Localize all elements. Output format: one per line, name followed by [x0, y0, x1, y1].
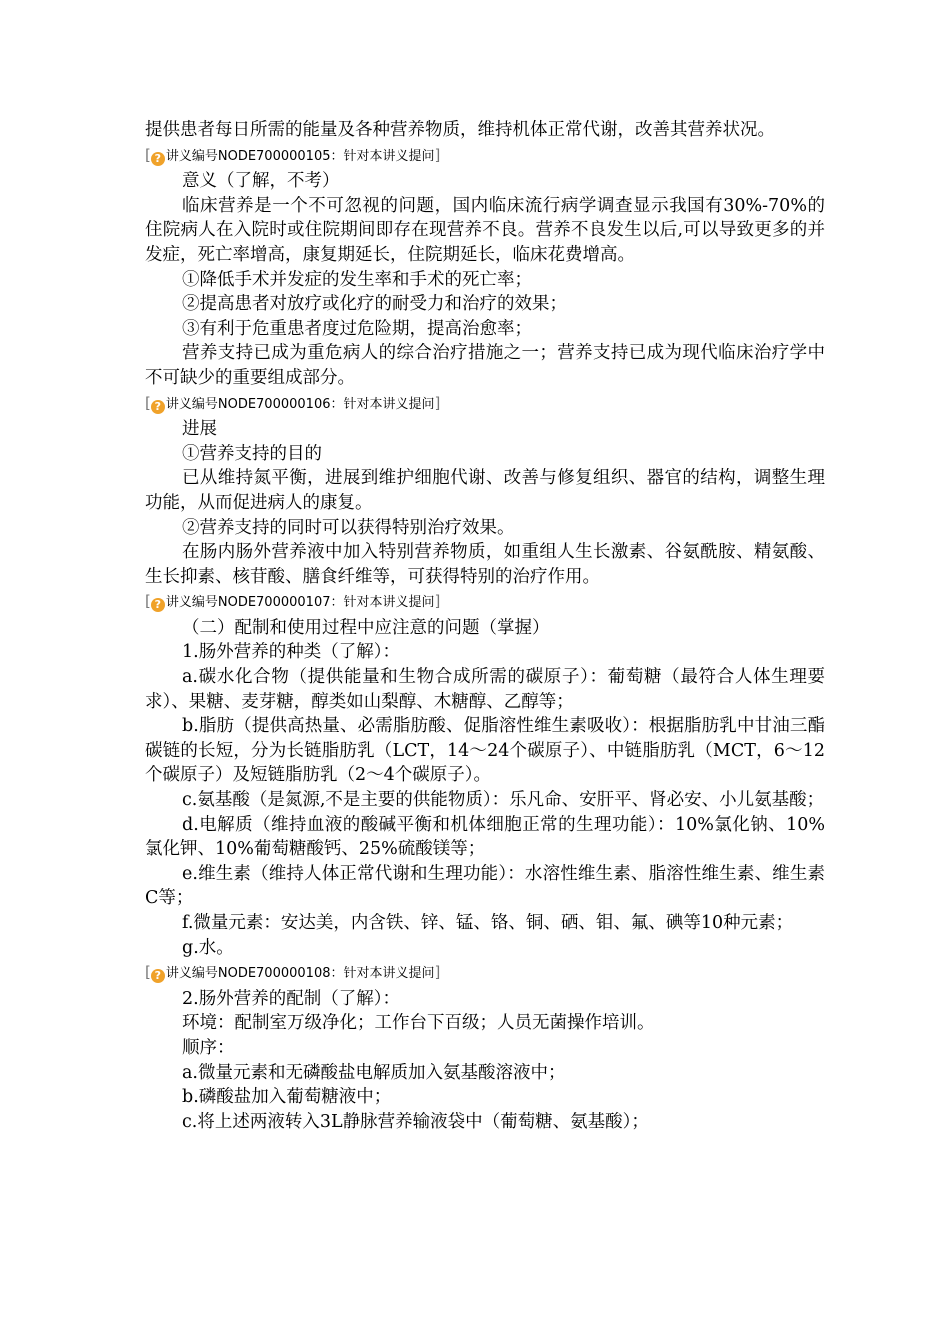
- bracket-close: ]: [434, 145, 441, 164]
- paragraph: 1.肠外营养的种类（了解）：: [182, 642, 400, 663]
- paragraph: 营养支持已成为重危病人的综合治疗措施之一；营养支持已成为现代临床治疗学中不可缺少的重要组成部分。: [145, 343, 825, 388]
- question-icon[interactable]: ?: [151, 598, 165, 612]
- separator: ：: [330, 148, 344, 164]
- paragraph: e.维生素（维持人体正常代谢和生理功能）：水溶性维生素、脂溶性维生素、维生素C等；: [145, 863, 825, 909]
- paragraph: 环境：配制室万级净化；工作台下百级；人员无菌操作培训。: [182, 1013, 655, 1034]
- paragraph: c.氨基酸（是氮源,不是主要的供能物质）：乐凡命、安肝平、肾必安、小儿氨基酸；: [182, 790, 825, 811]
- separator: ：: [330, 595, 344, 611]
- bracket-close: ]: [434, 592, 441, 611]
- paragraph: d.电解质（维持血液的酸碱平衡和机体细胞正常的生理功能）：10%氯化钠、10%氯化钾、10%葡萄糖酸钙、25%硫酸镁等；: [145, 814, 825, 860]
- paragraph: b.脂肪（提供高热量、必需脂肪酸、促脂溶性维生素吸收）：根据脂肪乳中甘油三酯碳链的长短，分为长链脂肪乳（LCT，14～24个碳原子）、中链脂肪乳（MCT，6～12个碳原子）及短链脂肪乳（2～4个碳原子）。: [145, 716, 825, 786]
- document-body: [145, 118, 825, 1134]
- ask-question-link[interactable]: 针对本讲义提问: [343, 595, 435, 611]
- lecture-ref: [145, 960, 825, 987]
- bracket-open: [: [145, 592, 151, 611]
- paragraph: ②营养支持的同时可以获得特别治疗效果。: [182, 517, 515, 538]
- paragraph: 进展: [182, 419, 217, 440]
- paragraph: a.碳水化合物（提供能量和生物合成所需的碳原子）：葡萄糖（最符合人体生理要求）、果糖、麦芽糖，醇类如山梨醇、木糖醇、乙醇等；: [145, 667, 825, 712]
- bracket-close: ]: [434, 963, 441, 982]
- bracket-close: ]: [434, 393, 441, 412]
- question-icon[interactable]: ?: [151, 152, 165, 166]
- lecture-code: 讲义编号NODE700000108: [165, 966, 331, 982]
- lecture-ref: [145, 589, 825, 616]
- paragraph: 意义（了解，不考）: [182, 171, 340, 192]
- paragraph: ①降低手术并发症的发生率和手术的死亡率；: [182, 269, 532, 290]
- paragraph: （二）配制和使用过程中应注意的问题（掌握）: [182, 617, 550, 638]
- paragraph: f.微量元素：安达美，内含铁、锌、锰、铬、铜、硒、钼、氟、碘等10种元素；: [182, 913, 794, 933]
- paragraph: b.磷酸盐加入葡萄糖液中；: [182, 1087, 392, 1108]
- separator: ：: [330, 966, 344, 982]
- paragraph: ②提高患者对放疗或化疗的耐受力和治疗的效果；: [182, 294, 567, 315]
- paragraph: 已从维持氮平衡，进展到维护细胞代谢、改善与修复组织、器官的结构，调整生理功能，从而促进病人的康复。: [145, 468, 825, 513]
- paragraph: a.微量元素和无磷酸盐电解质加入氨基酸溶液中；: [182, 1062, 566, 1083]
- paragraph: ①营养支持的目的: [182, 443, 322, 464]
- paragraph: 提供患者每日所需的能量及各种营养物质，维持机体正常代谢，改善其营养状况。: [145, 120, 775, 140]
- lecture-code: 讲义编号NODE700000106: [165, 396, 331, 412]
- paragraph: 在肠内肠外营养液中加入特别营养物质，如重组人生长激素、谷氨酰胺、精氨酸、生长抑素、核苷酸、膳食纤维等，可获得特别的治疗作用。: [145, 542, 825, 587]
- separator: ：: [330, 396, 344, 412]
- lecture-code: 讲义编号NODE700000107: [165, 595, 331, 611]
- paragraph: c.将上述两液转入3L静脉营养输液袋中（葡萄糖、氨基酸）；: [182, 1111, 649, 1132]
- bracket-open: [: [145, 145, 151, 164]
- lecture-code: 讲义编号NODE700000105: [165, 148, 331, 164]
- ask-question-link[interactable]: 针对本讲义提问: [343, 966, 435, 982]
- bracket-open: [: [145, 963, 151, 982]
- paragraph: g.水。: [182, 937, 234, 958]
- lecture-ref: [145, 391, 825, 418]
- ask-question-link[interactable]: 针对本讲义提问: [343, 396, 435, 412]
- paragraph: 临床营养是一个不可忽视的问题，国内临床流行病学调查显示我国有30%-70%的住院病人在入院时或住院期间即存在现营养不良。营养不良发生以后,可以导致更多的并发症，死亡率增高，康复期延长，住院期延长，临床花费增高。: [145, 195, 825, 265]
- paragraph: 顺序：: [182, 1037, 235, 1058]
- question-icon[interactable]: ?: [151, 969, 165, 983]
- question-icon[interactable]: ?: [151, 400, 165, 414]
- ask-question-link[interactable]: 针对本讲义提问: [343, 148, 435, 164]
- bracket-open: [: [145, 393, 151, 412]
- lecture-ref: [145, 143, 825, 170]
- paragraph: 2.肠外营养的配制（了解）：: [182, 988, 400, 1009]
- paragraph: ③有利于危重患者度过危险期，提高治愈率；: [182, 318, 532, 339]
